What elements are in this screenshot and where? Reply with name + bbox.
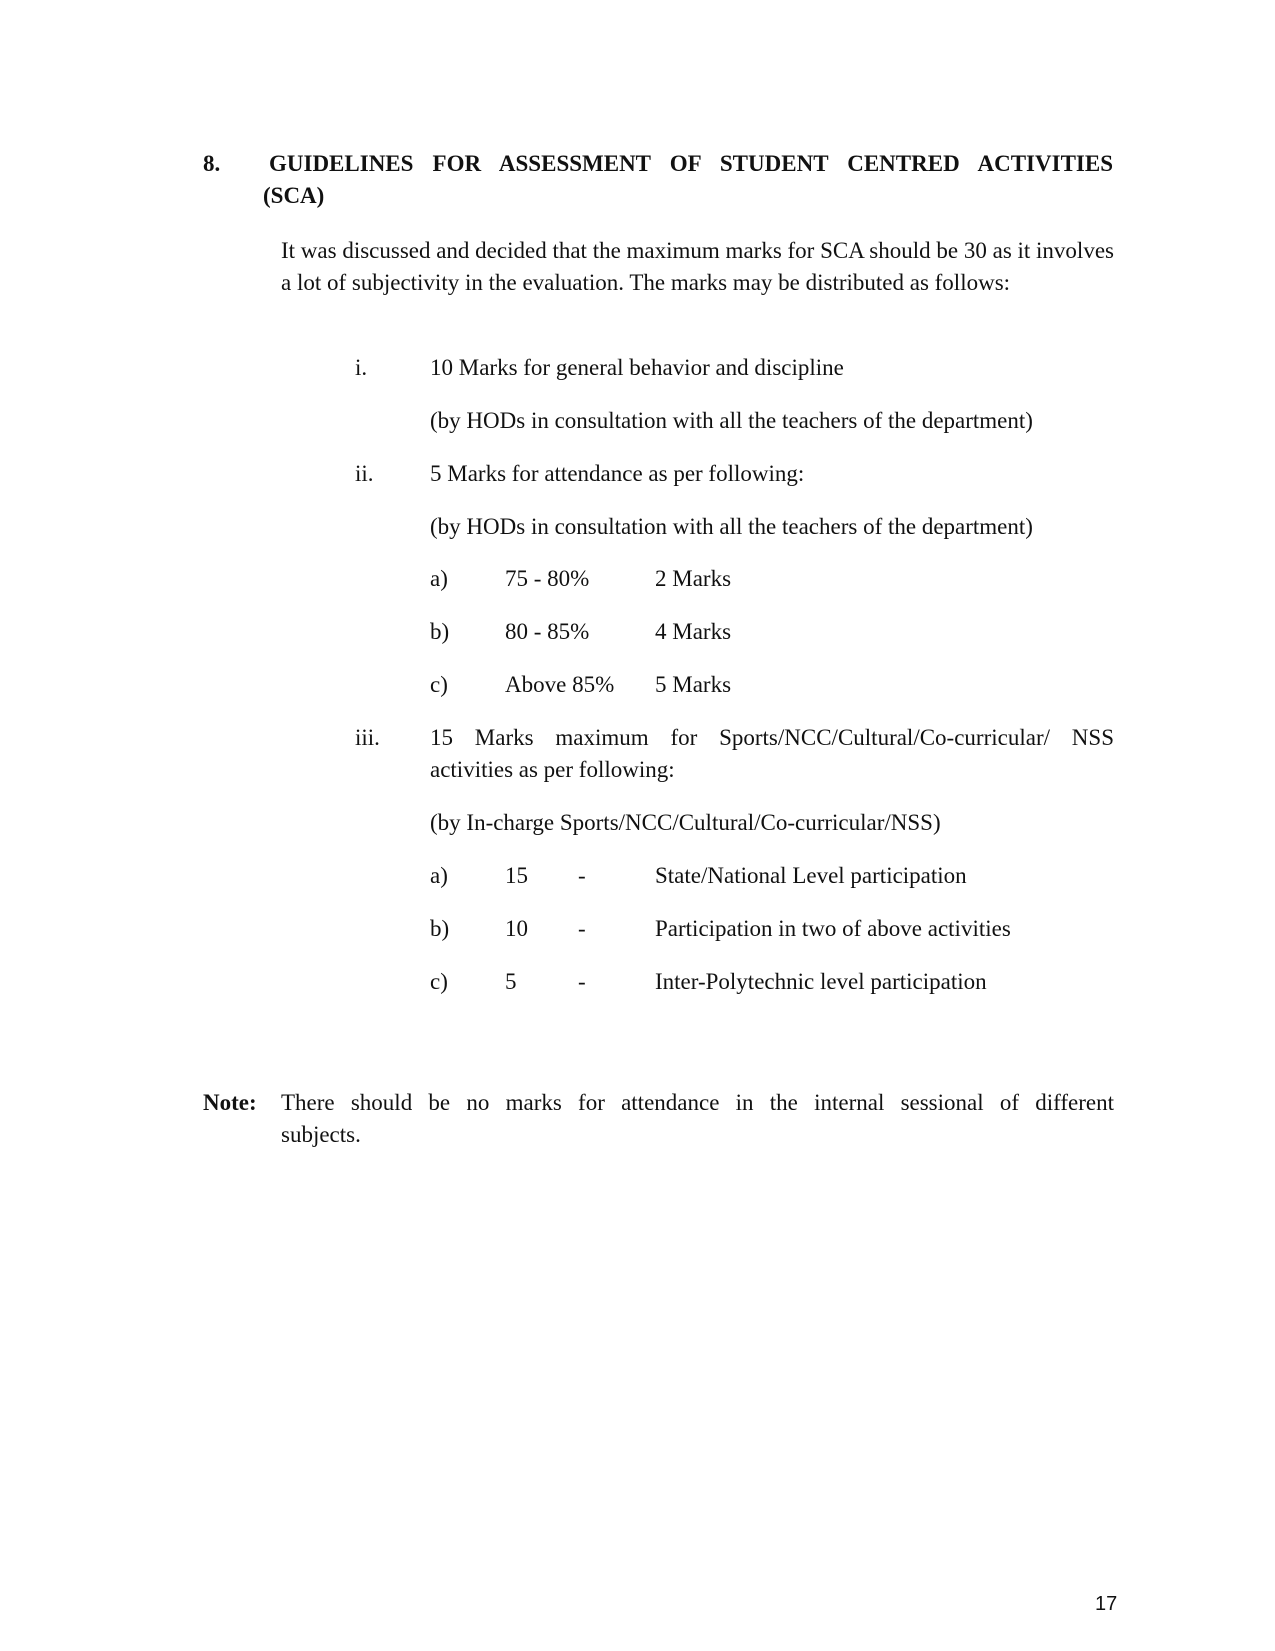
page-number: 17 bbox=[1095, 1593, 1118, 1615]
note-body bbox=[281, 1087, 1114, 1151]
subitem-marks: 4 Marks bbox=[655, 619, 732, 644]
subitem-dash: - bbox=[578, 863, 586, 888]
item-numeral: ii. bbox=[355, 461, 374, 486]
intro-paragraph: It was discussed and decided that the maximum marks for SCA should be 30 as it involves a lot of subjectivity in the evaluation. The marks may be distributed as follows: bbox=[281, 238, 1114, 295]
subitem-letter: c) bbox=[430, 969, 448, 994]
subitem-dash: - bbox=[578, 916, 586, 941]
subitem-range: Above 85% bbox=[505, 672, 615, 697]
subitem-description: Participation in two of above activities bbox=[655, 916, 1011, 941]
section-title-line2: (SCA) bbox=[263, 183, 325, 208]
item-note: (by In-charge Sports/NCC/Cultural/Co-curricular/NSS) bbox=[430, 810, 941, 835]
item-numeral: i. bbox=[355, 355, 368, 380]
section-number: 8. bbox=[203, 151, 221, 176]
subitem-marks: 5 bbox=[505, 969, 517, 994]
item-text-line1: 15 Marks maximum for Sports/NCC/Cultural/Co-curricular/ NSS bbox=[430, 725, 1114, 750]
item-numeral: iii. bbox=[355, 725, 380, 750]
subitem-range: 80 - 85% bbox=[505, 619, 590, 644]
subitem-description: State/National Level participation bbox=[655, 863, 967, 888]
subitem-description: Inter-Polytechnic level participation bbox=[655, 969, 987, 994]
subitem-letter: b) bbox=[430, 619, 450, 644]
subitem-range: 75 - 80% bbox=[505, 566, 590, 591]
note-label: Note: bbox=[203, 1090, 257, 1115]
subitem-marks: 2 Marks bbox=[655, 566, 732, 591]
note-line2: subjects. bbox=[281, 1122, 361, 1147]
item-text: 10 Marks for general behavior and discipline bbox=[430, 355, 844, 380]
subitem-letter: a) bbox=[430, 863, 448, 888]
subitem-letter: c) bbox=[430, 672, 448, 697]
section-title-line1: GUIDELINES FOR ASSESSMENT OF STUDENT CENTRED ACTIVITIES bbox=[269, 151, 1113, 176]
item-note: (by HODs in consultation with all the teachers of the department) bbox=[430, 408, 1033, 433]
note-block bbox=[203, 1087, 1114, 1151]
subitem-marks: 5 Marks bbox=[655, 672, 732, 697]
note-line1: There should be no marks for attendance in the internal sessional of different bbox=[281, 1090, 1114, 1115]
item-text: 5 Marks for attendance as per following: bbox=[430, 461, 805, 486]
subitem-dash: - bbox=[578, 969, 586, 994]
subitem-marks: 15 bbox=[505, 863, 528, 888]
section-heading bbox=[203, 148, 1113, 212]
item-text-line2: activities as per following: bbox=[430, 757, 675, 782]
subitem-letter: b) bbox=[430, 916, 450, 941]
subitem-marks: 10 bbox=[505, 916, 528, 941]
item-note: (by HODs in consultation with all the teachers of the department) bbox=[430, 514, 1033, 539]
subitem-letter: a) bbox=[430, 566, 448, 591]
item-text bbox=[430, 722, 1114, 786]
